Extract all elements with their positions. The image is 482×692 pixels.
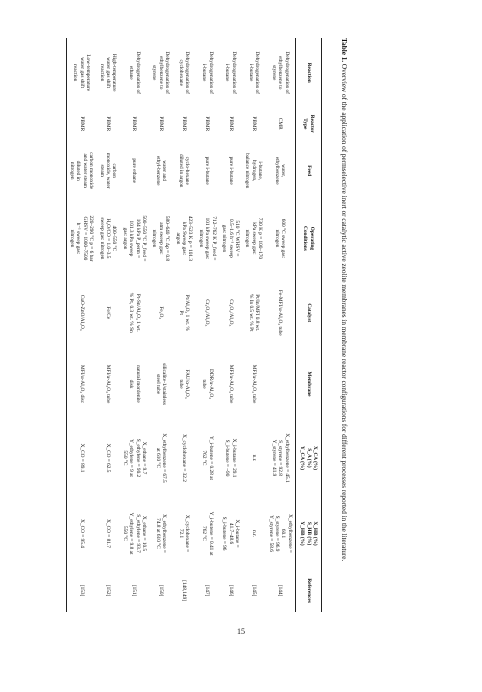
table-row (119, 38, 149, 612)
table-row (265, 38, 295, 612)
table-cell: X_ethylbenzene = 60.1 S_styrene = 96.9 Y_styrene = 58.6 (267, 514, 293, 553)
table-cell: 220–290 °C p = 6 bar GHSV = 1000–7500 h⁻¹ sweep gas: nitrogen (66, 201, 96, 275)
header-cell: Reaction (295, 38, 321, 107)
table-cell: X_CO = 62.5 (105, 443, 112, 473)
table-cell (265, 350, 295, 418)
table-cell: PBMR (204, 116, 211, 132)
header-cell: X_CA (%) S_A (%) Y_CA (%) (295, 418, 321, 498)
table-cell: 730 K p = 100–170 kPa sweep gas: nitrogen (244, 217, 264, 260)
header-cell: Reactor Type (295, 107, 321, 140)
table-cell: i-butane, hydrogen, balance nitrogen (244, 153, 264, 189)
table-cell: PBMR (105, 116, 112, 132)
table-cell: 600 °C sweep gas: nitrogen (273, 218, 287, 259)
table-cell: Dehydrogenation of ethane (128, 51, 141, 94)
table-cell: cyclo-hexane diluted in argon (177, 153, 191, 188)
table-cell: X_CO = 81.7 (105, 519, 112, 548)
header-cell: Membrane (295, 350, 321, 418)
table-cell: 423–523 K p = 101.3 kPa Sweep gas: argon (174, 215, 194, 262)
table-cell: [144] (277, 584, 284, 597)
table-cell: Dehydrogenation of ethylbenzene to styrene (270, 51, 290, 94)
table-cell: Pt/In/MFI 0.8 wt. % In 0.5 wt. % Pt (247, 293, 260, 332)
table-cell: pure i-butane (227, 156, 234, 185)
table-cell: Fe₂O₃ (157, 306, 164, 320)
table-cell: Y_i-butene = 0.28 at 762 °C (201, 436, 214, 480)
table-cell: water and ethyl-benzene (154, 155, 168, 186)
table-cell: Dehydrogenation of ethylbenzene to styrene (151, 51, 171, 94)
table-body (66, 38, 295, 612)
table-cell: MFI/α-Al₂O₃ tube (250, 364, 257, 404)
table-cell: MFI/α-Al₂O₃ disc (66, 350, 96, 418)
table-cell: 500–550 °C P_feed = 104 kPa P_perm = 101.3 kPa sweep gas: argon (121, 215, 148, 262)
table-cell: X_ethane = 9.7 S_ethylene = 90.2 Y_ethylene = 9 at 550 °C (121, 438, 148, 478)
table-cell: Fe-MFI/α-Al₂O₃ tube (277, 289, 284, 336)
table-cell: PBMR (157, 116, 164, 132)
table-cell: Cr₂O₃/Al₂O₃ (204, 299, 211, 327)
table-cell: PBMR (227, 116, 234, 132)
table-cell: FAU/α-Al₂O₃ tube (177, 369, 191, 399)
table-cell: DDR/α-Al₂O₃ tube (201, 369, 214, 400)
table-cell: carbon monoxide, water steam (98, 152, 118, 189)
table-cell: 712–762 K P_feed = 101 kPa sweep gas: nitrogen (197, 216, 217, 261)
table-cell: n.r. (250, 530, 257, 537)
table-cell: Dehydrogenation of i-butane (224, 51, 237, 94)
table-cell: pure ethane (131, 158, 138, 183)
header-row (295, 38, 321, 612)
table-cell: Fe/Ce (105, 306, 112, 320)
table-cell: High-temperature water gas shift reaction (98, 53, 118, 92)
table-cell: CMR (277, 117, 284, 130)
table-cell: X_ethane = 10.5 S_ethylene = 93.7 Y_ethylene = 9.8 at 550 °C (121, 512, 148, 555)
table-cell: X_ethylbenzene = 67.5 at 610 °C (154, 433, 168, 483)
table-cell: [153] (66, 569, 96, 612)
table-cell: Dehydrogenation of i-butane (201, 51, 214, 94)
rotated-table-block (40, 38, 348, 612)
table-cell: Low-temperature water gas shift reaction (66, 38, 96, 107)
overview-table (66, 38, 322, 612)
table-cell: X_cyclohexane = 72.1 (177, 514, 191, 553)
table-cell: Y_i-butene = 0.41 at 762 °C (201, 511, 214, 556)
table-row (196, 38, 219, 612)
table-cell: [145] (250, 584, 257, 597)
table-cell: MFI/α-Al₂O₃ tube (227, 364, 234, 404)
table-cell: X_cyclohexane = 32.2 (181, 434, 188, 482)
table-cell: carbon monoxide and water steam diluted in nitrogen (66, 140, 96, 201)
table-cell: water, ethylbenzene (273, 156, 287, 185)
table-cell: n.r. (250, 454, 257, 462)
table-caption (339, 38, 348, 612)
caption-label: Table 1. (340, 38, 348, 63)
table-cell: Dehydrogenation of cyclohexane (177, 51, 191, 94)
table-cell: PBMR (131, 116, 138, 132)
table-cell: 580–640 °C Δp = 0.8 atm sweep gas: nitrogen (151, 215, 171, 261)
table-row (242, 38, 265, 612)
table-cell: PBMR (250, 116, 257, 132)
table-cell: Dehydrogenation of i-butane (247, 51, 260, 94)
header-cell: Feed (295, 140, 321, 201)
table-cell: PBMR (66, 107, 96, 140)
table-header (295, 38, 321, 612)
table-cell: pure i-butane (204, 156, 211, 185)
table-cell: Pt/Al₂O₃ 1 wt. % Pt (177, 294, 191, 331)
table-cell: silicalite-1/stainless steel tube (154, 363, 168, 405)
table-cell: [147] (204, 584, 211, 597)
table-cell: PBMR (181, 116, 188, 132)
header-cell: Catalyst (295, 276, 321, 350)
table-cell: X_ethylbenzene = 74.8 at 610 °C (154, 514, 168, 553)
table-cell: X_ethylbenzene = 45.1 S_styrene = 92.8 Y_styrene = 41.9 (270, 433, 290, 483)
table-cell: CuO-ZnO/Al₂O₃ (66, 276, 96, 350)
table-row (66, 38, 96, 612)
table-cell: X_i-butane = 29.1 S_i-butene = ~90 (224, 438, 237, 478)
table-cell: X_CO = 89.1 (66, 418, 96, 498)
table-cell: natural mordenite disk (128, 365, 141, 403)
table-cell: [151] (131, 584, 138, 597)
table-row (96, 38, 119, 612)
table-cell: 400–550 °C H₂O/CO = 1.0–3.5 sweep gas: nitrogen (98, 217, 118, 260)
header-cell: References (295, 569, 321, 612)
table-row (172, 38, 195, 612)
table-cell: 510 °C WHSV = 0.5–1.6 h⁻¹ sweep gas: nitrogen (221, 219, 240, 258)
table-cell: [152] (105, 584, 112, 597)
page-number: 15 (237, 627, 245, 636)
table-row (149, 38, 172, 612)
table-row (219, 38, 242, 612)
table-cell: [150] (157, 584, 164, 597)
caption-text: Overview of the application of permselective inert or catalytic active zeolite membranes in membrane reactor configurations for different processes reported in the literature. (340, 63, 348, 562)
table-cell: MFI/α-Al₂O₃ tube (105, 364, 112, 404)
header-cell: Operating Conditions (295, 201, 321, 275)
table-cell: [146] (227, 584, 234, 597)
table-cell: Cr₂O₃/Al₂O₃ (227, 299, 234, 327)
table-cell: X_CO = 95.4 (66, 498, 96, 569)
table-cell: Pt-Sn/Al₂O₃ 1 wt. % Pt, 0.3 wt. % Sn (128, 292, 141, 333)
table-cell: X_i-butane = 41.7–48.6 S_i-butene = 96 (221, 516, 240, 551)
header-cell: X_HB (%) S_HB (%) Y_HB (%) (295, 498, 321, 569)
table-cell: [148,149] (181, 580, 188, 601)
